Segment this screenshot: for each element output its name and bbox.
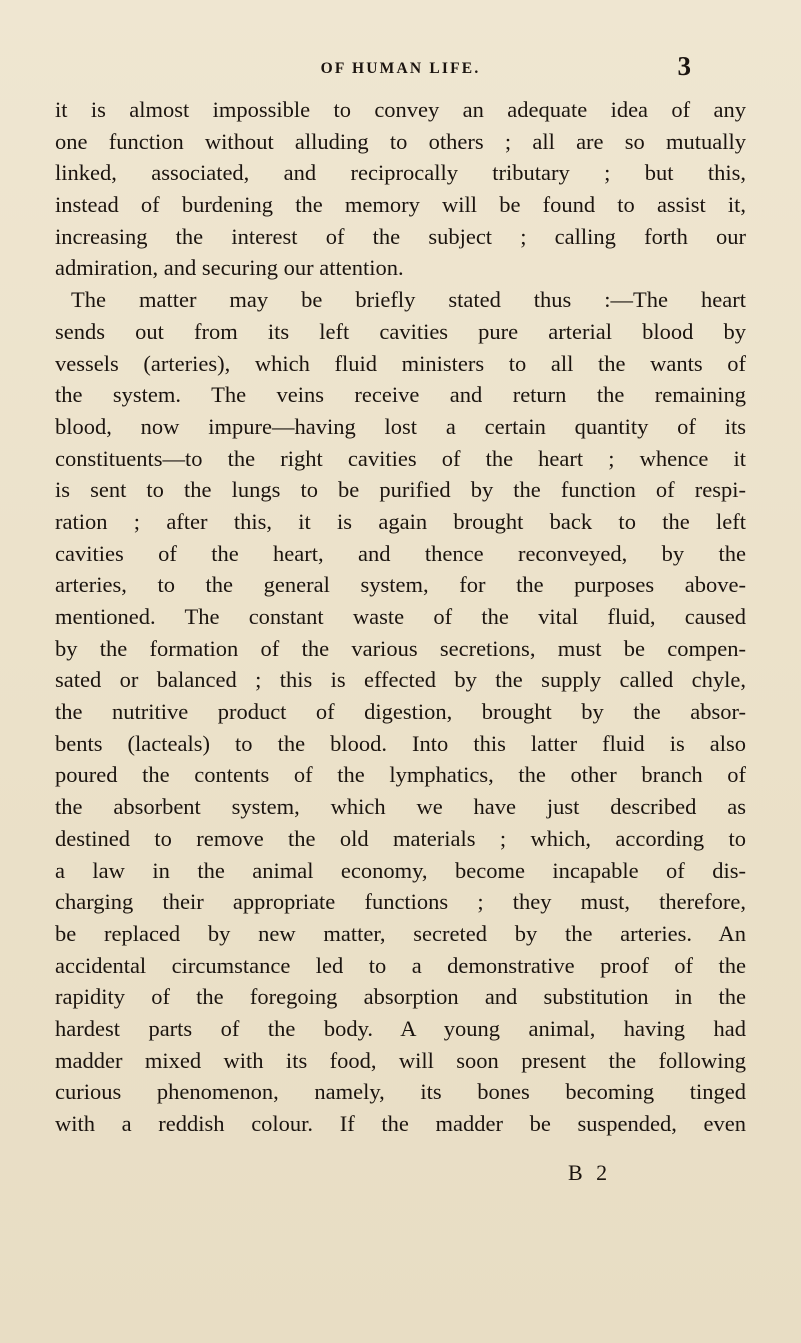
text-line: by the formation of the various secretions, must be compen- — [55, 635, 746, 661]
text-line: instead of burdening the memory will be found to assist it, — [55, 192, 746, 218]
text-line: rapidity of the foregoing absorption and substitution in the — [55, 984, 746, 1010]
text-line: the absorbent system, which we have just described as — [55, 794, 746, 820]
text-line: is sent to the lungs to be purified by the function of respi- — [55, 477, 746, 503]
text-line: madder mixed with its food, will soon present the following — [55, 1047, 746, 1073]
text-line: it is almost impossible to convey an adequate idea of any — [55, 97, 746, 122]
text-line: the nutritive product of digestion, brought by the absor- — [55, 699, 746, 725]
text-line: one function without alluding to others ; all are so mutually — [55, 128, 746, 154]
signature-mark: B 2 — [568, 1160, 612, 1185]
running-head — [0, 50, 801, 80]
text-line: cavities of the heart, and thence reconveyed, by the — [55, 540, 746, 566]
text-line: a law in the animal economy, become incapable of dis- — [55, 857, 746, 883]
text-line: arteries, to the general system, for the purposes above- — [55, 572, 746, 598]
text-line: admiration, and securing our attention. — [55, 255, 404, 281]
text-line: destined to remove the old materials ; which, according to — [55, 825, 746, 851]
text-line: vessels (arteries), which fluid ministers to all the wants of — [55, 350, 746, 376]
text-line: sated or balanced ; this is effected by the supply called chyle, — [55, 667, 746, 693]
text-line: sends out from its left cavities pure arterial blood by — [55, 318, 746, 344]
text-line: increasing the interest of the subject ; calling forth our — [55, 223, 746, 249]
text-line: with a reddish colour. If the madder be suspended, even — [55, 1111, 746, 1136]
text-line: poured the contents of the lymphatics, the other branch of — [55, 762, 746, 788]
text-line: be replaced by new matter, secreted by the arteries. An — [55, 920, 746, 946]
running-title: OF HUMAN LIFE. — [320, 60, 481, 77]
text-line: linked, associated, and reciprocally tributary ; but this, — [55, 160, 746, 186]
text-line: mentioned. The constant waste of the vital fluid, caused — [55, 604, 746, 629]
text-line: charging their appropriate functions ; they must, therefore, — [55, 889, 746, 915]
text-line: the system. The veins receive and return the remaining — [55, 382, 746, 408]
page-number: 3 — [677, 51, 691, 81]
text-line: hardest parts of the body. A young animal, having had — [55, 1015, 746, 1041]
body-text — [55, 94, 746, 1140]
text-line: accidental circumstance led to a demonstrative proof of the — [55, 952, 746, 978]
text-line: ration ; after this, it is again brought back to the left — [55, 508, 746, 534]
text-line: The matter may be briefly stated thus :—The heart — [71, 287, 746, 313]
text-line: bents (lacteals) to the blood. Into this latter fluid is also — [55, 730, 746, 756]
text-line: blood, now impure—having lost a certain quantity of its — [55, 413, 746, 439]
text-line: constituents—to the right cavities of the heart ; whence it — [55, 445, 746, 471]
text-line: curious phenomenon, namely, its bones becoming tinged — [55, 1079, 746, 1105]
